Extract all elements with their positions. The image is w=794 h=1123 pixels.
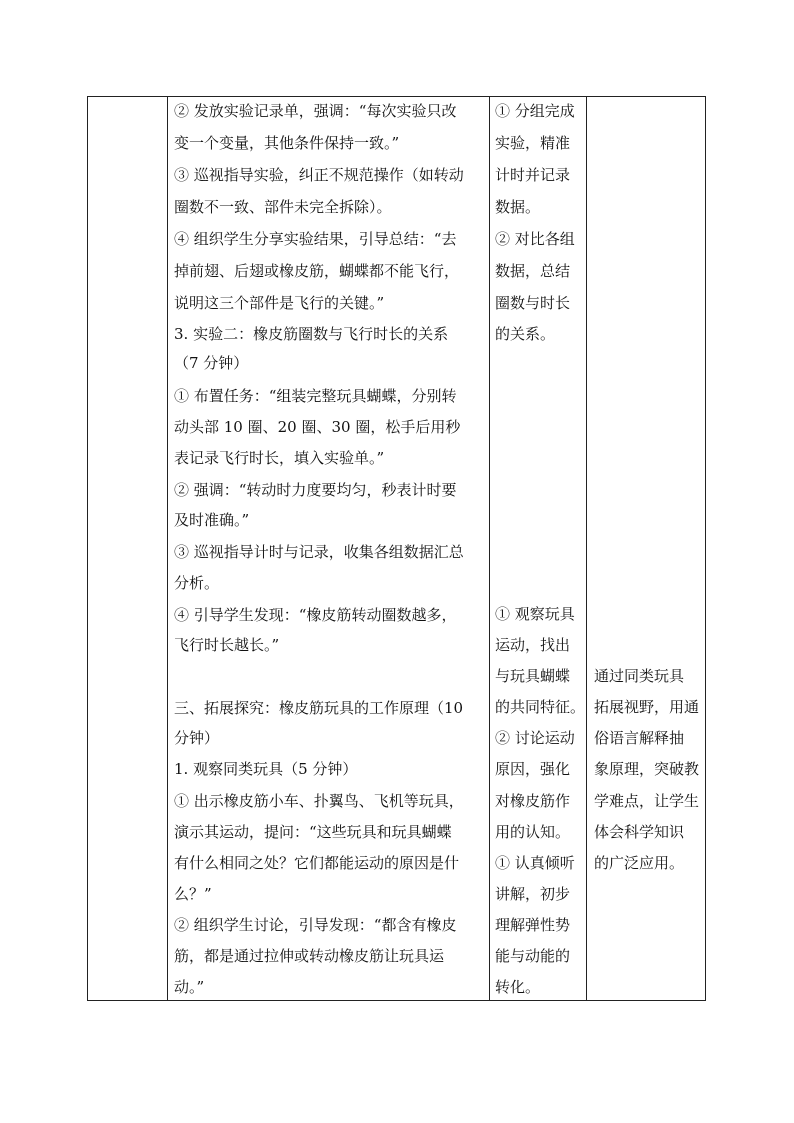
text-line: 运动，找出 [495,636,571,654]
text-line: 拓展视野，用通 [594,698,700,716]
text-line: 数据。 [495,198,541,216]
text-line: 俗语言解释抽 [594,729,685,747]
lesson-plan-table [87,96,706,1001]
teacher-activity-cell [168,97,489,1000]
text-line: 实验，精准 [495,134,571,152]
text-line: ② 发放实验记录单，强调：“每次实验只改 [174,102,457,120]
text-line: 的关系。 [495,325,556,343]
text-line: 圈数与时长 [495,294,571,312]
text-line: 对橡皮筋作 [495,792,571,810]
text-line: 么？” [174,885,212,903]
text-line: 分钟） [174,729,220,747]
text-line: 理解弹性势 [495,916,571,934]
text-line: 能与动能的 [495,947,571,965]
text-line: ② 对比各组 [495,230,575,248]
text-line: 数据，总结 [495,262,571,280]
text-line: 与玩具蝴蝶 [495,667,571,685]
text-line: 变一个变量，其他条件保持一致。” [174,134,400,152]
text-line: 计时并记录 [495,166,571,184]
text-line: ① 分组完成 [495,102,575,120]
text-line: 转化。 [495,978,541,996]
text-line: ③ 巡视指导实验，纠正不规范操作（如转动 [174,166,464,184]
text-line: ① 布置任务：“组装完整玩具蝴蝶，分别转 [174,387,457,405]
text-line: 的共同特征。 [495,698,586,716]
text-line: 分析。 [174,574,220,592]
design-intent-cell [587,97,705,1000]
text-line: 有什么相同之处？它们都能运动的原因是什 [174,854,460,872]
text-line: 讲解，初步 [495,885,571,903]
text-line: ② 组织学生讨论，引导发现：“都含有橡皮 [174,916,457,934]
text-line: 动头部 10 圈、20 圈、30 圈，松手后用秒 [174,418,461,436]
text-line: 演示其运动，提问：“这些玩具和玩具蝴蝶 [174,823,452,841]
text-line: 学难点，让学生 [594,792,700,810]
text-line: 1. 观察同类玩具（5 分钟） [174,760,358,778]
text-line: （7 分钟） [174,354,249,372]
text-line: ① 观察玩具 [495,605,575,623]
student-activity-cell [490,97,586,1000]
text-line: 飞行时长越长。” [174,636,280,654]
text-line: 掉前翅、后翅或橡皮筋，蝴蝶都不能飞行， [174,262,460,280]
text-line: 3. 实验二：橡皮筋圈数与飞行时长的关系 [174,325,449,343]
text-line: ② 强调：“转动时力度要均匀，秒表计时要 [174,481,457,499]
text-line: 三、拓展探究：橡皮筋玩具的工作原理（10 [174,699,464,717]
text-line: 说明这三个部件是飞行的关键。” [174,294,385,312]
text-line: ④ 组织学生分享实验结果，引导总结：“去 [174,230,457,248]
text-line: 通过同类玩具 [594,667,685,685]
text-line: ① 出示橡皮筋小车、扑翼鸟、飞机等玩具， [174,792,464,810]
text-line: ④ 引导学生发现：“橡皮筋转动圈数越多， [174,606,457,624]
text-line: 动。” [174,978,205,996]
text-line: 表记录飞行时长，填入实验单。” [174,449,385,467]
text-line: ① 认真倾听 [495,854,575,872]
stage-cell [88,97,167,1000]
text-line: 体会科学知识 [594,823,685,841]
text-line: ② 讨论运动 [495,729,575,747]
text-line: 圈数不一致、部件未完全拆除）。 [174,198,392,216]
text-line: 用的认知。 [495,823,571,841]
text-line: 象原理，突破教 [594,760,700,778]
text-line: ③ 巡视指导计时与记录，收集各组数据汇总 [174,543,464,561]
text-line: 及时准确。” [174,511,250,529]
text-line: 筋，都是通过拉伸或转动橡皮筋让玩具运 [174,947,445,965]
text-line: 的广泛应用。 [594,854,685,872]
text-line: 原因，强化 [495,760,571,778]
